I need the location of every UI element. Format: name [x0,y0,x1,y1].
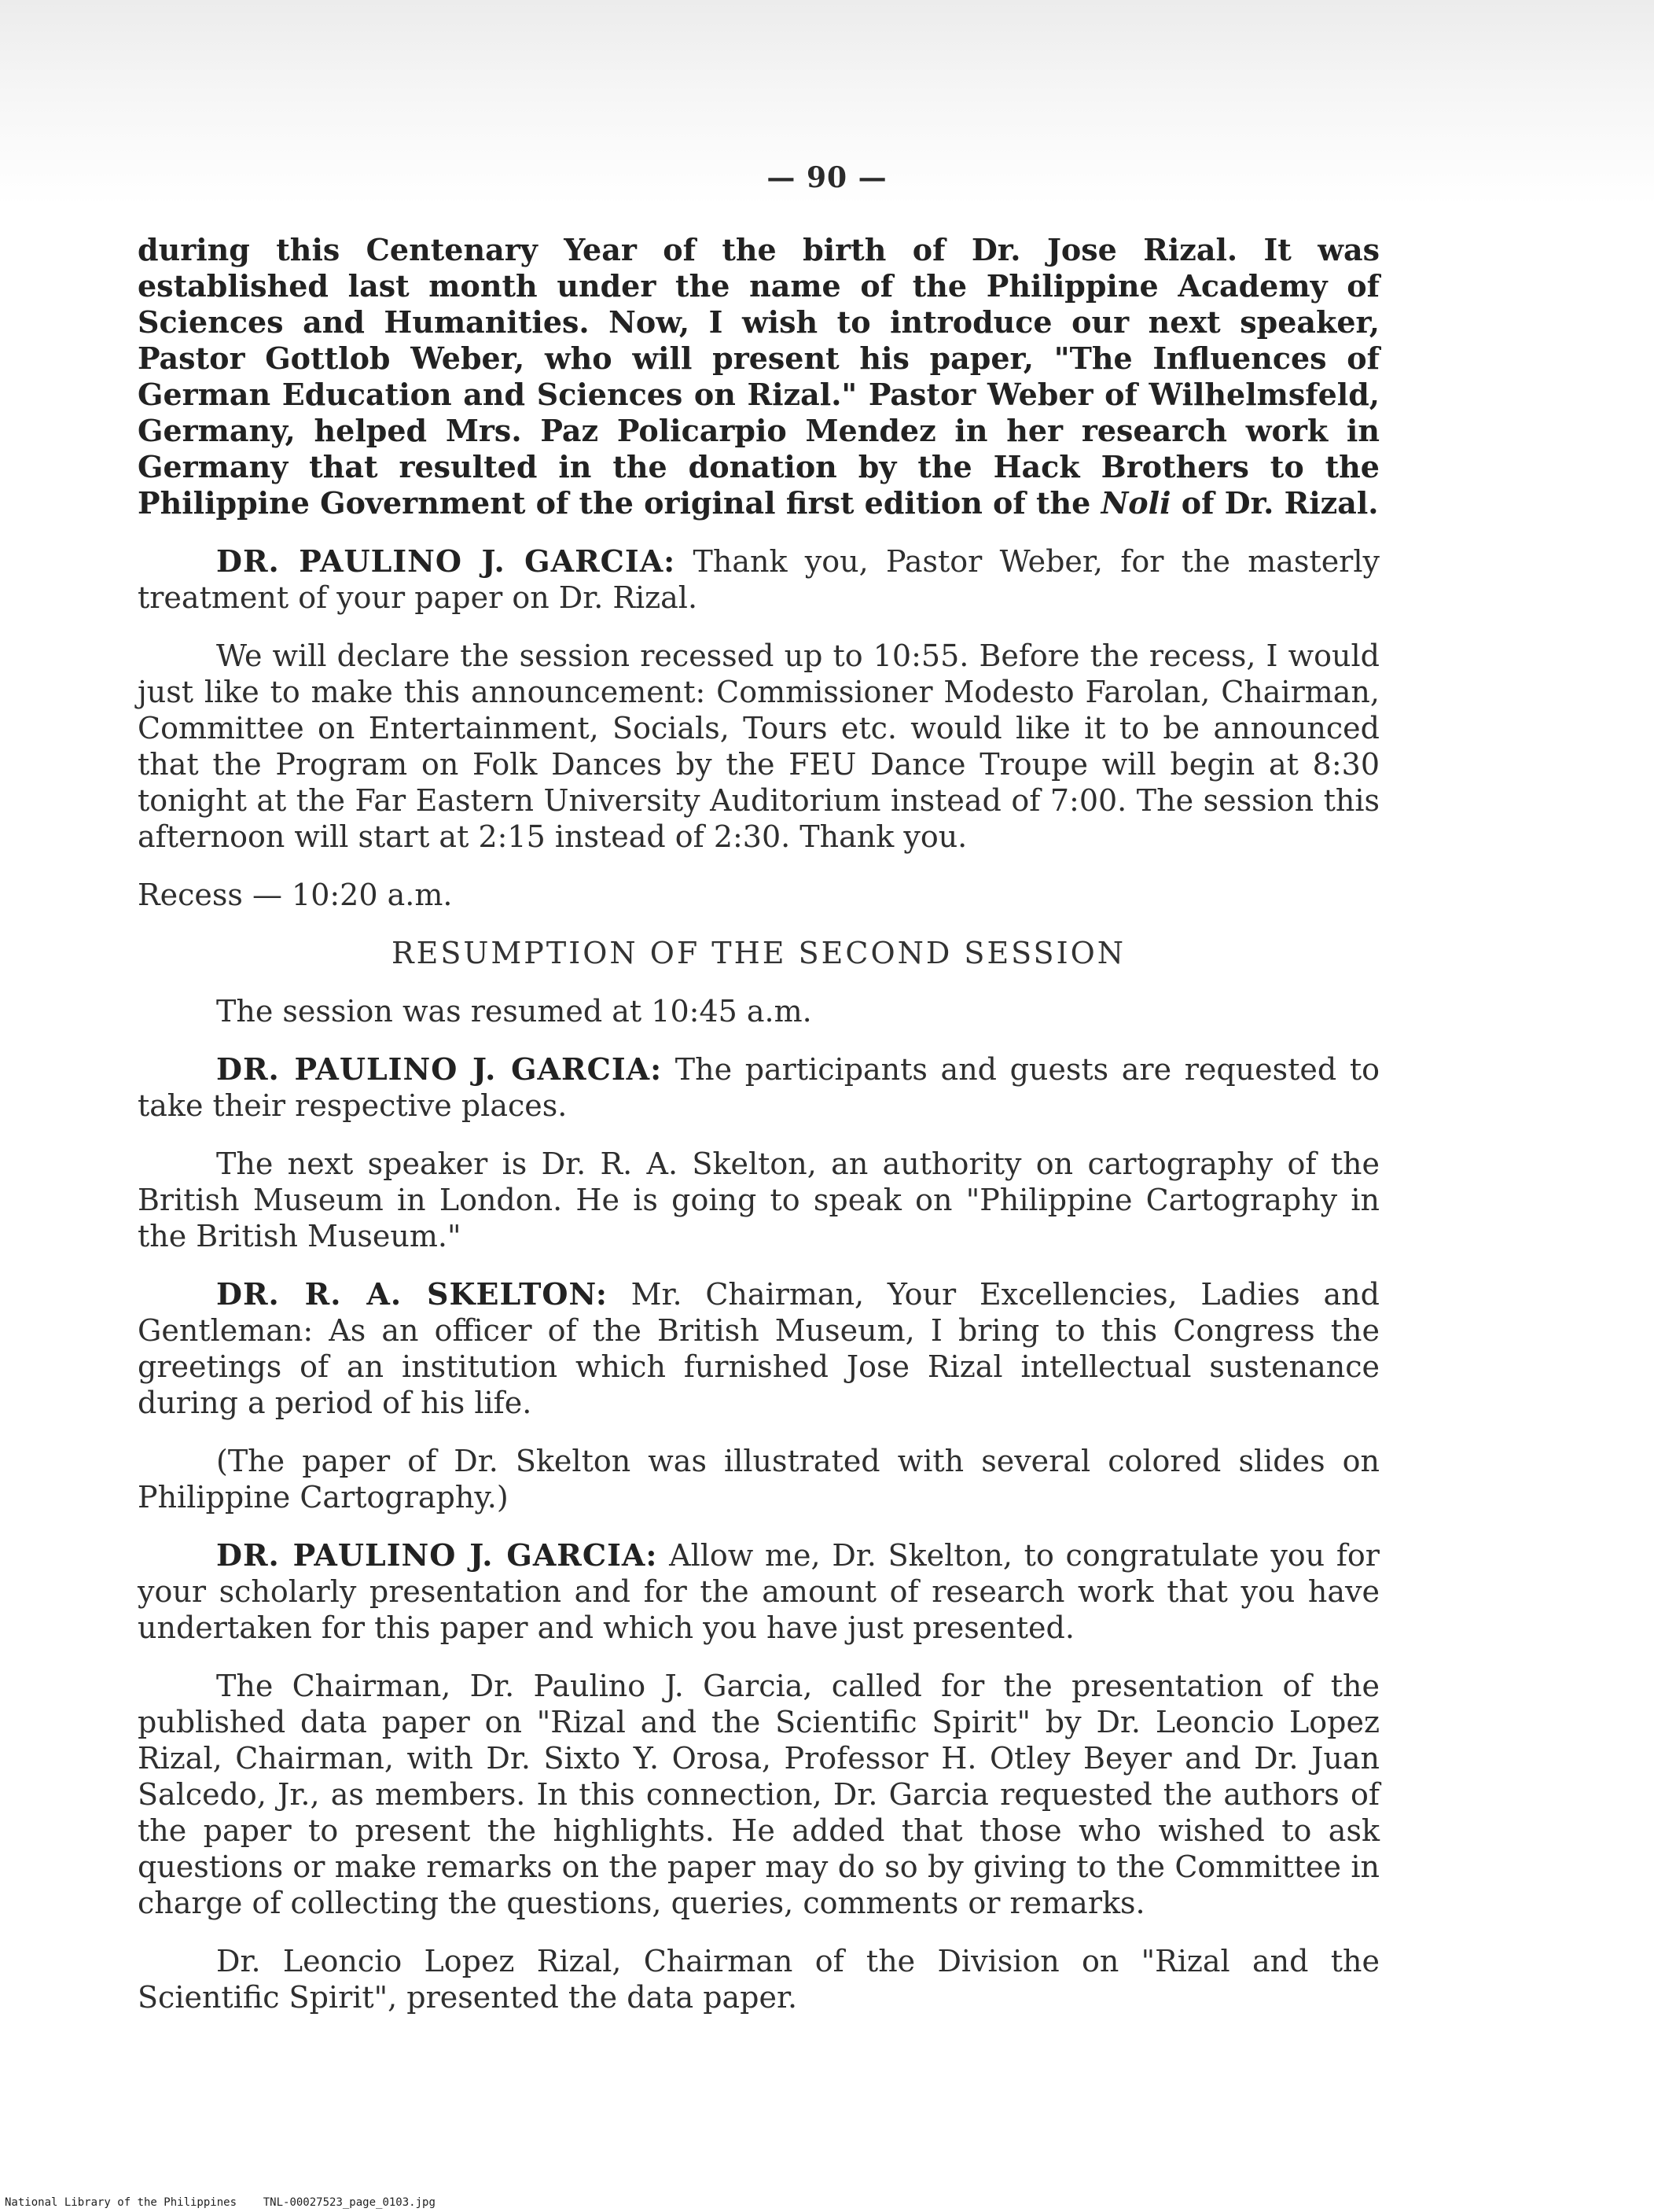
scan-footer [5,2196,436,2209]
noli-title: Noli [1101,485,1171,521]
footer-filename: TNL-00027523_page_0103.jpg [263,2196,436,2209]
paragraph-5-text: The participants and guests are requested to take their respective places. [138,1052,1380,1123]
speaker-label: DR. PAULINO J. GARCIA: [216,1537,658,1573]
paragraph-4: The session was resumed at 10:45 a.m. [216,994,812,1029]
page-number: — 90 — [766,161,888,194]
paragraph-1-text: during this Centenary Year of the birth of Dr. Jose Rizal. It was established last month under the name of the Philippine Academy of Sciences and Humanities. Now, I wish to introduce our next speaker, Pastor Gottlob Weber, who will present his paper, "The Influences of German Education and Sciences on Rizal." Pastor Weber of Wilhelmsfeld, Germany, helped Mrs. Paz Policarpio Mendez in her research work in Germany that resulted in the donation by the Hack Brothers to the Philippine Government of the original first edition of the [138,232,1380,521]
paragraph-3: We will declare the session recessed up to 10:55. Before the recess, I would just like to make this announcement: Commissioner Modesto Farolan, Chairman, Committee on Entertainment, Socials, Tours etc. would like it to be announced that the Program on Folk Dances by the FEU Dance Troupe will begin at 8:30 tonight at the Far Eastern University Auditorium instead of 7:00. The session this afternoon will start at 2:15 instead of 2:30. Thank you. [138,639,1380,854]
paragraph-2-text: Thank you, Pastor Weber, for the masterly treatment of your paper on Dr. Rizal. [138,544,1380,615]
speaker-label: DR. R. A. SKELTON: [216,1276,608,1312]
footer-library: National Library of the Philippines [5,2196,237,2209]
paragraph-5 [138,1051,1380,1124]
paragraph-7 [138,1276,1380,1421]
recess-line: Recess — 10:20 a.m. [138,878,453,912]
speaker-label: DR. PAULINO J. GARCIA: [216,543,676,579]
paragraph-2 [138,543,1380,616]
paragraph-1-end: of Dr. Rizal. [1181,485,1379,521]
paragraph-1 [138,232,1380,521]
paragraph-8: (The paper of Dr. Skelton was illustrated with several colored slides on Philippine Cartography.) [138,1444,1380,1515]
paragraph-9-text: Allow me, Dr. Skelton, to congratulate you for your scholarly presentation and for the amount of research work that you have undertaken for this paper and which you have just presented. [138,1538,1380,1645]
paragraph-7-text: Mr. Chairman, Your Excellencies, Ladies and Gentleman: As an officer of the British Museum, I bring to this Congress the greetings of an institution which furnished Jose Rizal intellectual sustenance during a period of his life. [138,1277,1380,1420]
paragraph-6: The next speaker is Dr. R. A. Skelton, an authority on cartography of the British Museum in London. He is going to speak on "Philippine Cartography in the British Museum." [138,1146,1380,1253]
paragraph-11: Dr. Leoncio Lopez Rizal, Chairman of the Division on "Rizal and the Scientific Spirit", presented the data paper. [138,1944,1380,2015]
section-heading: RESUMPTION OF THE SECOND SESSION [391,936,1126,970]
speaker-label: DR. PAULINO J. GARCIA: [216,1051,663,1087]
paragraph-10: The Chairman, Dr. Paulino J. Garcia, called for the presentation of the published data paper on "Rizal and the Scientific Spirit" by Dr. Leoncio Lopez Rizal, Chairman, with Dr. Sixto Y. Orosa, Professor H. Otley Beyer and Dr. Juan Salcedo, Jr., as members. In this connection, Dr. Garcia requested the authors of the paper to present the highlights. He added that those who wished to ask questions or make remarks on the paper may do so by giving to the Committee in charge of collecting the questions, queries, comments or remarks. [138,1669,1380,1920]
paragraph-9 [138,1537,1380,1646]
document-body [138,232,1380,2037]
